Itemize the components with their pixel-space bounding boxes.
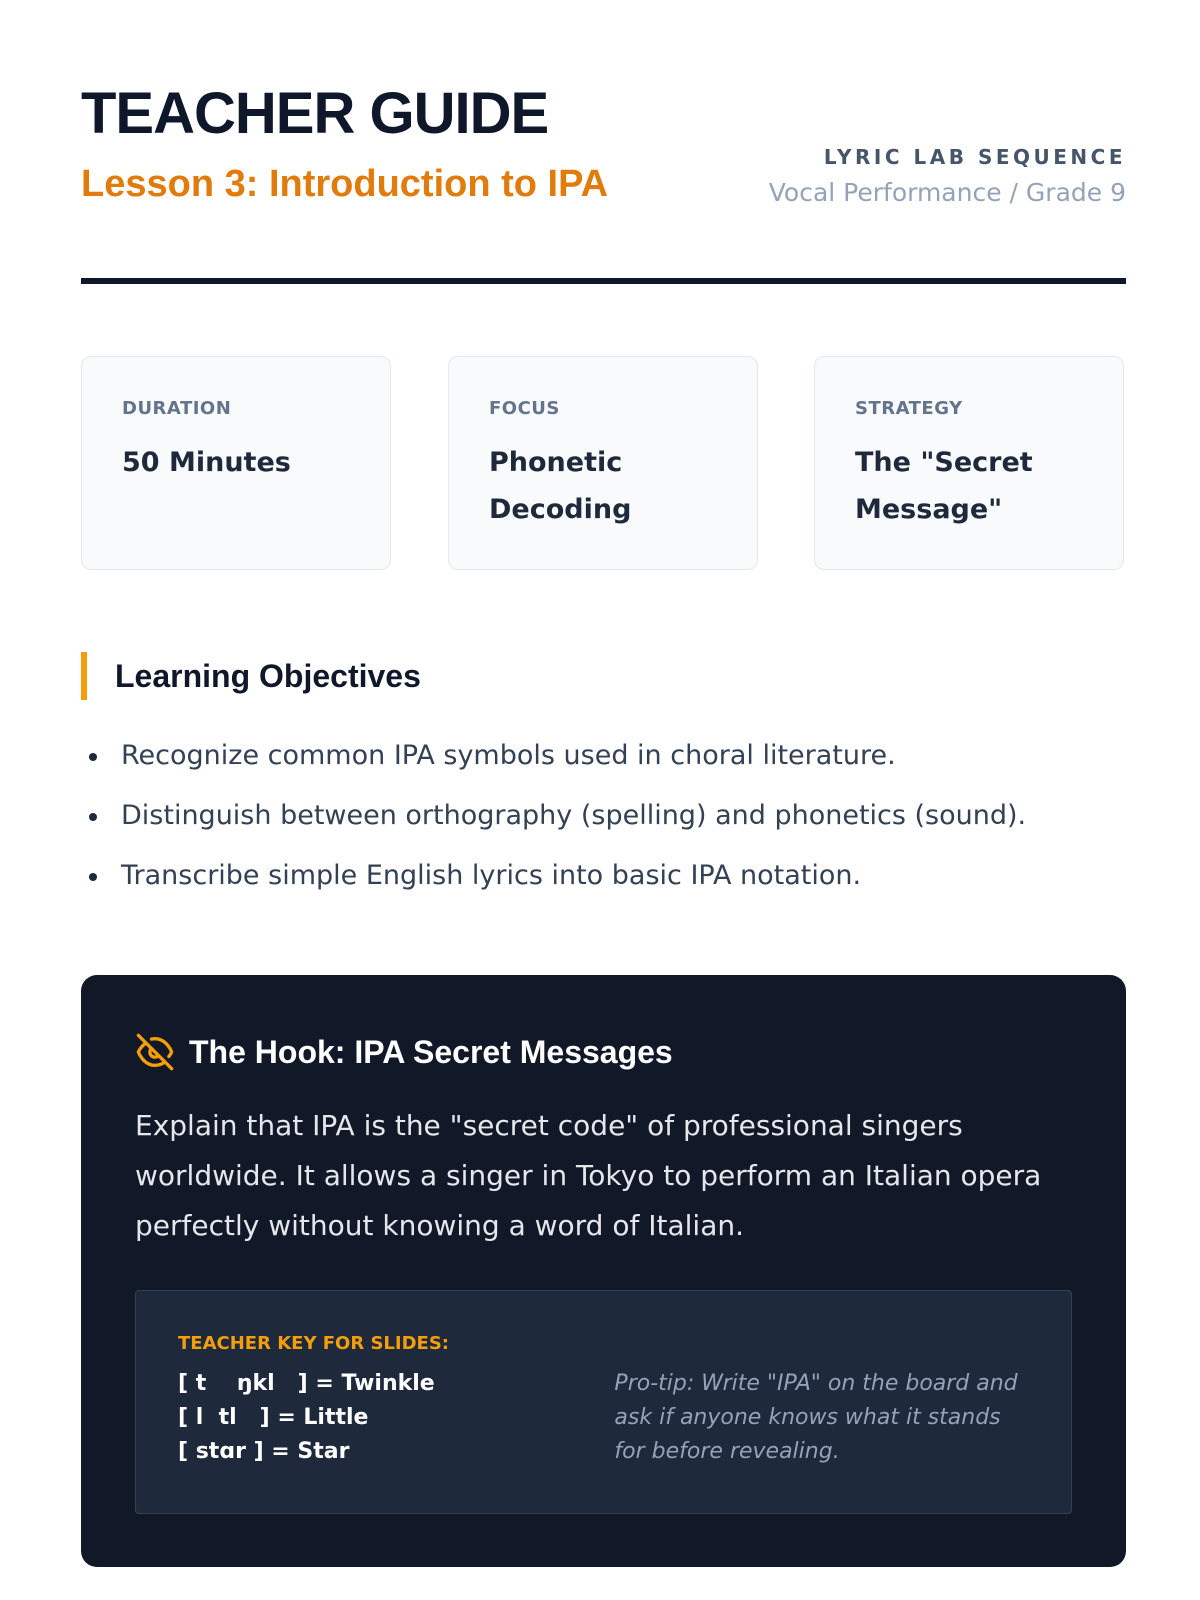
key-entry: [ l tl ] = Little — [178, 1405, 369, 1430]
hook-heading — [135, 1029, 1072, 1075]
list-item: Recognize common IPA symbols used in choral literature. — [81, 726, 1026, 786]
course-label: Vocal Performance / Grade 9 — [768, 178, 1126, 207]
strategy-card — [814, 356, 1124, 570]
card-value: Phonetic Decoding — [489, 447, 632, 525]
teacher-key-content — [178, 1367, 1031, 1469]
list-item: Transcribe simple English lyrics into basic IPA notation. — [81, 846, 1026, 906]
card-label: STRATEGY — [855, 398, 963, 419]
card-label: DURATION — [122, 398, 232, 419]
key-entries — [178, 1367, 614, 1469]
lesson-info-cards — [81, 356, 1126, 572]
page-title: TEACHER GUIDE — [81, 81, 549, 146]
list-item: Distinguish between orthography (spelling) and phonetics (sound). — [81, 786, 1026, 846]
series-label: LYRIC LAB SEQUENCE — [823, 145, 1126, 169]
card-value: 50 Minutes — [122, 447, 291, 478]
eye-slash-icon — [135, 1032, 175, 1072]
key-entry: [ t ŋkl ] = Twinkle — [178, 1371, 435, 1396]
objectives-heading — [81, 652, 421, 700]
pro-tip: Pro-tip: Write "IPA" on the board and ask if anyone knows what it stands for before revealing. — [614, 1371, 1018, 1464]
course-meta — [769, 144, 1126, 212]
page-header — [81, 78, 1126, 284]
hook-section — [81, 975, 1126, 1567]
hook-description: Explain that IPA is the "secret code" of professional singers worldwide. It allows a singer in Tokyo to perform an Italian opera perfectly without knowing a word of Italian. — [135, 1109, 1042, 1242]
hook-title: The Hook: IPA Secret Messages — [189, 1033, 673, 1070]
key-entry: [ stɑr ] = Star — [178, 1439, 350, 1464]
teacher-key-box — [135, 1290, 1072, 1514]
objectives-title: Learning Objectives — [115, 657, 421, 694]
teacher-key-label: TEACHER KEY FOR SLIDES: — [178, 1333, 450, 1354]
lesson-subtitle: Lesson 3: Introduction to IPA — [81, 163, 609, 205]
duration-card — [81, 356, 391, 570]
focus-card — [448, 356, 758, 570]
card-label: FOCUS — [489, 398, 560, 419]
card-value: The "Secret Message" — [855, 447, 1033, 525]
objectives-list — [81, 726, 1026, 906]
